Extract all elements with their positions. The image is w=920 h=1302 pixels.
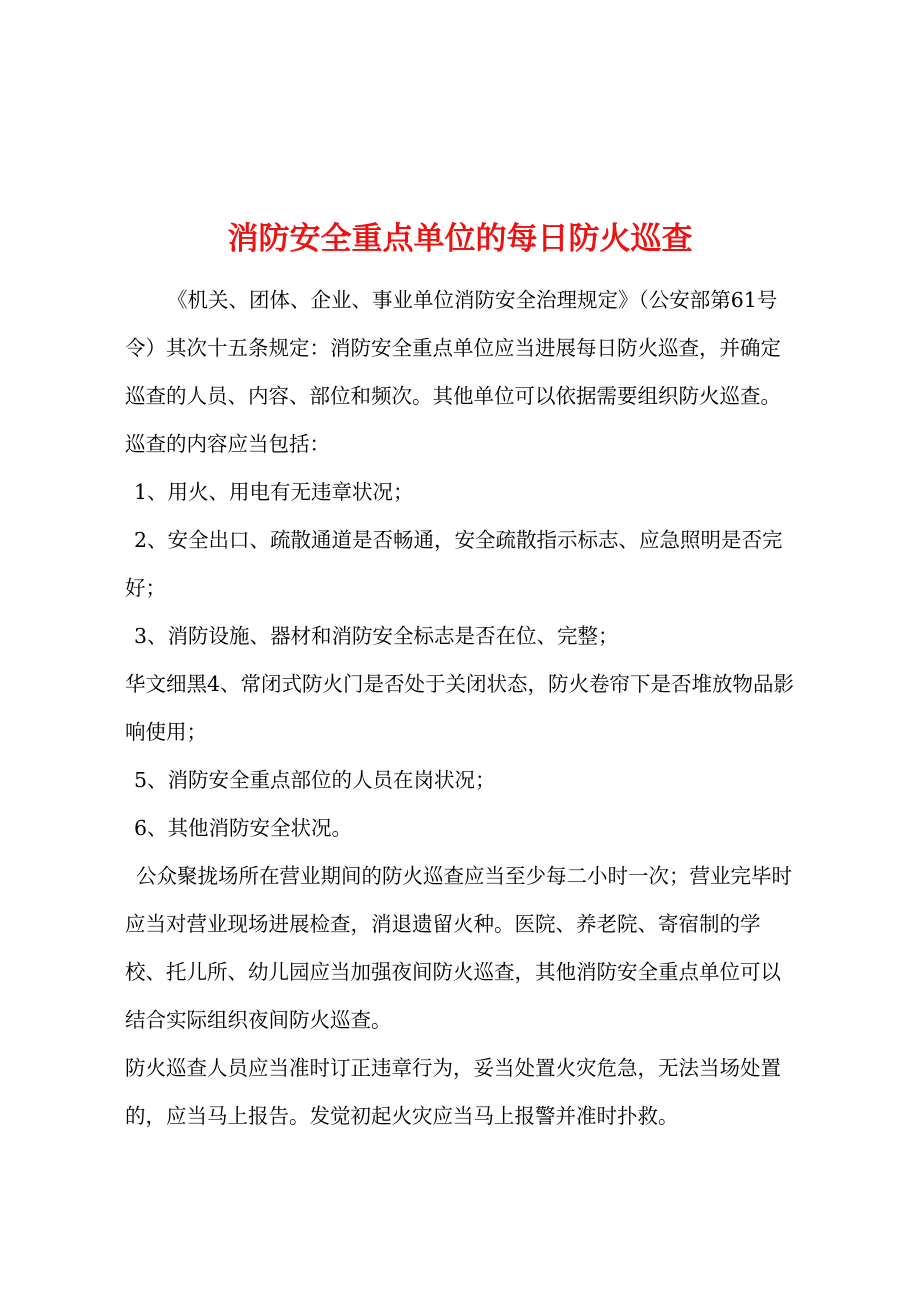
list-item-4: 华文细黑4、常闭式防火门是否处于关闭状态，防火卷帘下是否堆放物品影响使用； <box>125 672 795 744</box>
patrol-staff-paragraph: 防火巡查人员应当准时订正违章行为，妥当处置火灾危急，无法当场处置的，应当马上报告。发觉初起火灾应当马上报警并准时扑救。 <box>125 1056 781 1128</box>
public-venue-paragraph: 公众聚拢场所在营业期间的防火巡查应当至少每二小时一次；营业完毕时应当对营业现场进展检查，消退遗留火种。医院、养老院、寄宿制的学校、托儿所、幼儿园应当加强夜间防火巡查，其他消防安全重点单位可以结合实际组织夜间防火巡查。 <box>125 864 792 1032</box>
document-body <box>125 276 797 1140</box>
list-item-5: 5、消防安全重点部位的人员在岗状况； <box>134 768 496 792</box>
intro-paragraph: 《机关、团体、企业、事业单位消防安全治理规定》（公安部第61号令）其次十五条规定：消防安全重点单位应当进展每日防火巡查，并确定巡查的人员、内容、部位和频次。其他单位可以依据需要组织防火巡查。巡查的内容应当包括： <box>125 288 781 456</box>
list-item-6: 6、其他消防安全状况。 <box>134 816 353 840</box>
page-title: 消防安全重点单位的每日防火巡查 <box>227 220 693 257</box>
list-item-1: 1、用火、用电有无违章状况； <box>134 480 414 504</box>
list-item-2: 2、安全出口、疏散通道是否畅通，安全疏散指示标志、应急照明是否完好； <box>125 528 783 600</box>
list-item-3: 3、消防设施、器材和消防安全标志是否在位、完整； <box>134 624 619 648</box>
